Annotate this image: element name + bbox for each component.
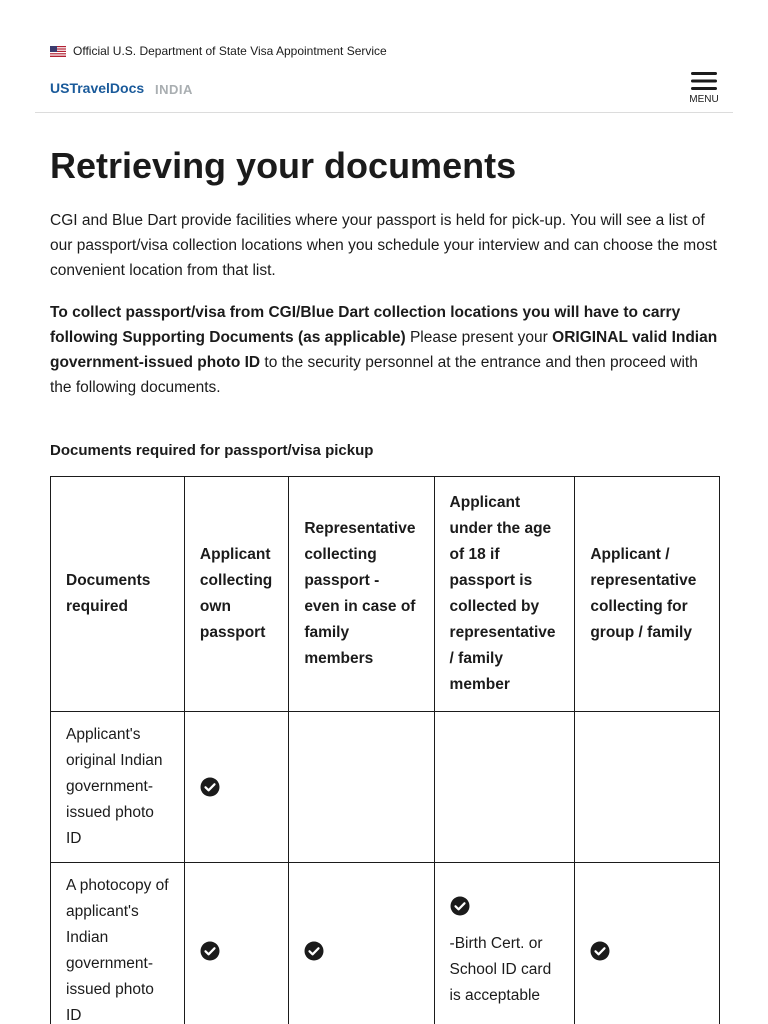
page-title: Retrieving your documents (50, 145, 517, 186)
table-row (51, 863, 720, 1024)
row-document-label: A photocopy of applicant's Indian government-issued photo ID (51, 863, 185, 1024)
us-flag-icon (50, 46, 66, 57)
cell-check (289, 712, 434, 863)
collect-bold-id-text: ORIGINAL valid Indian government-issued photo ID (50, 329, 718, 371)
cell-check (575, 712, 720, 863)
site-header (35, 66, 733, 113)
country-label: INDIA (155, 82, 193, 97)
checkmark-circle-icon (590, 941, 610, 961)
menu-label: MENU (689, 94, 719, 105)
cell-note: -Birth Cert. or School ID card is acceptable (449, 935, 552, 1004)
collect-bold-text: To collect passport/visa from CGI/Blue Dart collection locations you will have to carry following Supporting Documents (as applicable) (50, 304, 681, 346)
gov-banner (50, 42, 387, 60)
header-under-18: Applicant under the age of 18 if passport is collected by representative / family member (434, 477, 575, 712)
collect-end-text: to the security personnel at the entrance and then proceed with the following documents. (50, 354, 698, 396)
menu-button[interactable] (687, 70, 721, 110)
cell-check (289, 863, 434, 1024)
header-applicant-own: Applicant collecting own passport (184, 477, 288, 712)
hamburger-menu-icon (690, 70, 718, 92)
row-document-label: Applicant's original Indian government-issued photo ID (51, 712, 185, 863)
cell-check (434, 863, 575, 1024)
main-content (50, 140, 720, 1024)
intro-paragraph: CGI and Blue Dart provide facilities where your passport is held for pick-up. You will see a list of our passport/visa collection locations when you schedule your interview and can choose the most convenient location from that list. (50, 212, 717, 279)
gov-banner-text: Official U.S. Department of State Visa Appointment Service (73, 44, 387, 58)
checkmark-circle-icon (200, 777, 220, 797)
table-caption: Documents required for passport/visa pickup (50, 442, 374, 459)
site-logo-link[interactable]: USTravelDocs (50, 80, 145, 96)
table-row (51, 712, 720, 863)
cell-check (184, 863, 288, 1024)
cell-check (575, 863, 720, 1024)
documents-table (50, 476, 720, 1024)
collect-paragraph (50, 300, 720, 400)
checkmark-circle-icon (200, 941, 220, 961)
table-header-row (51, 477, 720, 712)
checkmark-circle-icon (304, 941, 324, 961)
header-group-family: Applicant / representative collecting for group / family (575, 477, 720, 712)
checkmark-circle-icon (450, 896, 470, 916)
cell-check (184, 712, 288, 863)
collect-mid-text: Please present your (405, 329, 553, 346)
header-documents-required: Documents required (51, 477, 185, 712)
cell-check (434, 712, 575, 863)
header-representative: Representative collecting passport - even in case of family members (289, 477, 434, 712)
